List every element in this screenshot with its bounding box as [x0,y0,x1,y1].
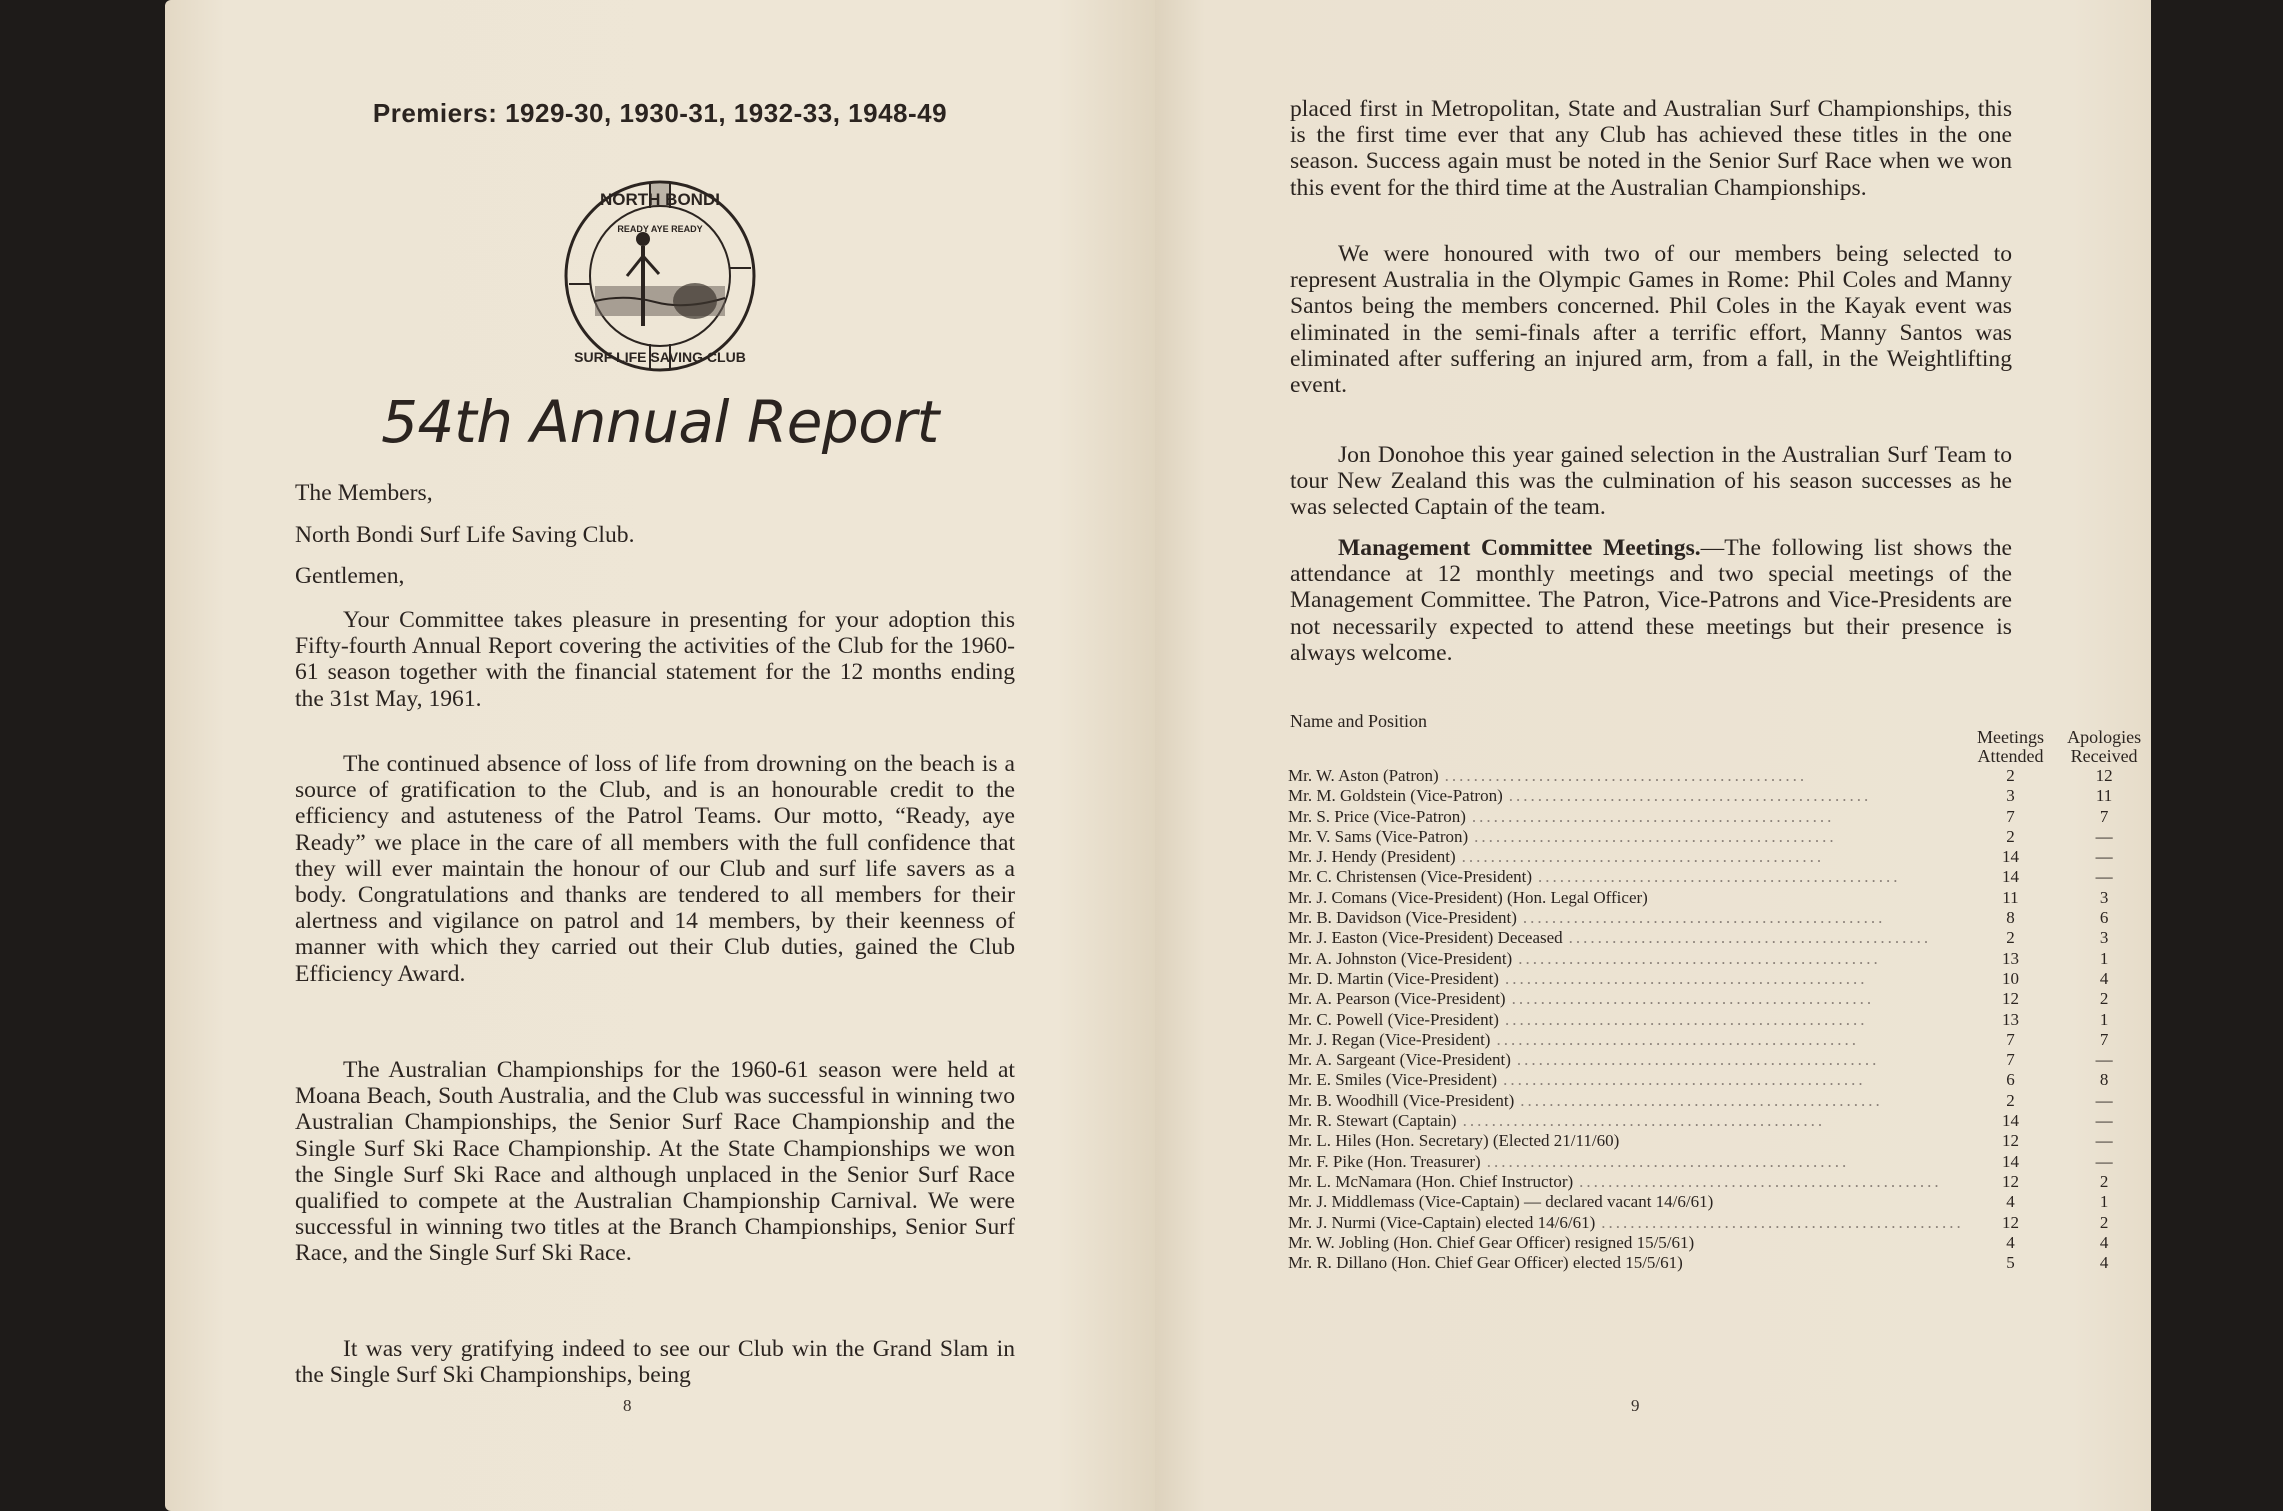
member-name [1288,1172,1964,1192]
management-text: —The following list shows the attendance at 12 monthly meetings and two special meetings of the Management Committee. The Patron, Vice-Patrons and Vice-Presidents are not necessarily expected to attend these meetings but their presence is always welcome. [1290,535,2012,666]
meetings-attended: 14 [2001,1151,2019,1171]
apologies-received: 6 [2099,908,2109,928]
apologies-received: 7 [2099,1029,2109,1049]
paragraph-grand-slam: It was very gratifying indeed to see our Club win the Grand Slam in the Single Surf Ski Championships, being [295,1336,1015,1389]
member-name-text: Mr. A. Sargeant (Vice-President) [1288,1050,1511,1070]
member-name [1288,928,1964,948]
member-name [1288,888,1964,908]
leader-dots: .................................................. [1522,908,1886,928]
paragraph-donohoe: Jon Donohoe this year gained selection in the Australian Surf Team to tour New Zealand this was the culmination of his season successes as he was selected Captain of the team. [1290,442,2012,521]
member-name [1288,766,1964,786]
meetings-attended: 13 [2001,1009,2019,1029]
table-row [1288,989,2151,1009]
paragraph-placed-first: placed first in Metropolitan, State and Australian Surf Championships, this is the first time ever that any Club has achieved these titles in the one season. Success again must be noted in the Senior Surf Race when we won this event for the third time at the Australian Championships. [1290,96,2012,201]
member-name [1288,867,1964,887]
member-name-text: Mr. J. Middlemass (Vice-Captain) — declared vacant 14/6/61) [1288,1192,1714,1212]
member-name-text: Mr. J. Hendy (President) [1288,847,1456,867]
member-name-text: Mr. J. Regan (Vice-President) [1288,1029,1491,1049]
page-number-right: 9 [1631,1396,1640,1415]
meetings-attended: 5 [2006,1253,2015,1273]
table-row [1288,807,2151,827]
member-name-text: Mr. V. Sams (Vice-Patron) [1288,826,1469,846]
leader-dots: .................................................. [1486,1151,1850,1171]
leader-dots: .................................................. [1462,1111,1826,1131]
salutation-members: The Members, [295,480,433,506]
member-name-text: Mr. W. Jobling (Hon. Chief Gear Officer) resigned 15/5/61) [1288,1232,1695,1252]
apologies-received: — [2095,1111,2113,1131]
leader-dots: .................................................. [1508,786,1872,806]
table-row [1288,867,2151,887]
member-name [1288,969,1964,989]
member-name-text: Mr. J. Comans (Vice-President) (Hon. Legal Officer) [1288,887,1648,907]
apologies-received: 8 [2099,1070,2109,1090]
table-row [1288,1070,2151,1090]
member-name-text: Mr. L. McNamara (Hon. Chief Instructor) [1288,1171,1574,1191]
apologies-received: 12 [2095,766,2113,785]
member-name-text: Mr. L. Hiles (Hon. Secretary) (Elected 21/11/60) [1288,1131,1620,1151]
apologies-received: 2 [2099,1171,2109,1191]
member-name [1288,1070,1964,1090]
report-title: 54th Annual Report [381,388,939,456]
apologies-received: 7 [2099,806,2109,826]
member-name [1288,1010,1964,1030]
meetings-attended: 11 [2002,887,2019,907]
apologies-received: — [2095,1050,2113,1070]
member-name [1288,827,1964,847]
table-row [1288,1010,2151,1030]
table-row [1288,1111,2151,1131]
table-row [1288,1233,2151,1253]
apologies-received: 3 [2099,887,2109,907]
meetings-attended: 6 [2006,1070,2015,1090]
leader-dots: .................................................. [1568,928,1932,948]
member-name [1288,1030,1964,1050]
table-row [1288,1172,2151,1192]
apologies-received: 1 [2099,1192,2109,1212]
logo-motto: READY AYE READY [617,224,703,234]
leader-dots: .................................................. [1538,867,1901,887]
page-number-left: 8 [623,1396,632,1415]
apologies-received: 1 [2099,1009,2109,1029]
leader-dots: .................................................. [1516,1050,1880,1070]
apologies-received: — [2095,1151,2113,1171]
leader-dots: .................................................. [1461,847,1825,867]
apologies-received: 4 [2099,1253,2109,1273]
leader-dots: .................................................. [1579,1171,1942,1191]
apologies-received: — [2095,1131,2113,1151]
table-row [1288,1131,2151,1151]
table-label: Name and Position [1290,711,1427,731]
table-row [1288,1030,2151,1050]
member-name [1288,786,1964,806]
leader-dots: .................................................. [1504,1009,1868,1029]
member-name-text: Mr. S. Price (Vice-Patron) [1288,806,1466,826]
meetings-attended: 4 [2006,1232,2015,1252]
apologies-received: — [2095,847,2113,867]
logo-bottom-text: SURF LIFE SAVING CLUB [574,349,746,365]
member-name [1288,847,1964,867]
meetings-attended: 2 [2006,928,2015,948]
leader-dots: .................................................. [1471,806,1835,826]
meetings-attended: 14 [2001,847,2019,867]
member-name-text: Mr. C. Christensen (Vice-President) [1288,867,1533,887]
table-row [1288,847,2151,867]
meetings-attended: 12 [2001,989,2019,1009]
table-row [1288,969,2151,989]
member-name-text: Mr. E. Smiles (Vice-President) [1288,1070,1498,1090]
table-row [1288,1152,2151,1172]
table-row [1288,1213,2151,1233]
member-name-text: Mr. B. Woodhill (Vice-President) [1288,1090,1515,1110]
apologies-received: 2 [2099,989,2109,1009]
table-row [1288,928,2151,948]
member-name-text: Mr. R. Stewart (Captain) [1288,1111,1457,1131]
meetings-attended: 7 [2006,1050,2015,1070]
leader-dots: .................................................. [1503,1070,1866,1090]
member-name-text: Mr. R. Dillano (Hon. Chief Gear Officer) elected 15/5/61) [1288,1253,1683,1273]
apologies-received: 4 [2099,968,2109,988]
member-name-text: Mr. A. Johnston (Vice-President) [1288,948,1513,968]
member-name [1288,949,1964,969]
member-name [1288,1091,1964,1111]
meetings-attended: 7 [2006,806,2015,826]
meetings-attended: 13 [2001,948,2019,968]
apologies-received: 11 [2095,786,2113,806]
apologies-received: 3 [2099,928,2109,948]
table-row [1288,786,2151,806]
meetings-attended: 2 [2006,766,2015,785]
meetings-attended: 2 [2006,1090,2015,1110]
meetings-attended: 7 [2006,1029,2015,1049]
paragraph-championships: The Australian Championships for the 1960-61 season were held at Moana Beach, South Australia, and the Club was successful in winning two Australian Championships, the Senior Surf Race Championship and the Single Surf Ski Race Championship. At the State Championships we won the Single Surf Ski Race and although unplaced in the Senior Surf Race qualified to compete at the Australian Championship Carnival. We were successful in winning two titles at the Branch Championships, Senior Surf Race, and the Single Surf Ski Race. [295,1057,1015,1267]
meetings-attended: 12 [2001,1212,2019,1232]
meetings-attended: 4 [2006,1192,2015,1212]
member-name [1288,1050,1964,1070]
col-header-apologies: Apologies Received [2067,727,2142,766]
member-name [1288,1192,1964,1212]
member-name [1288,1253,1964,1273]
member-name [1288,1233,1964,1253]
member-name-text: Mr. W. Aston (Patron) [1288,766,1439,785]
salutation-club: North Bondi Surf Life Saving Club. [295,522,635,548]
table-row [1288,1050,2151,1070]
apologies-received: 2 [2099,1212,2109,1232]
right-page [1155,0,2151,1511]
member-name-text: Mr. D. Martin (Vice-President) [1288,968,1499,988]
leader-dots: .................................................. [1444,766,1808,785]
leader-dots: .................................................. [1474,826,1837,846]
attendance-table [1288,728,2151,1273]
club-logo [555,176,765,376]
leader-dots: .................................................. [1511,989,1875,1009]
table-row [1288,827,2151,847]
apologies-received: 1 [2099,948,2109,968]
member-name [1288,989,1964,1009]
premiers-heading: Premiers: 1929-30, 1930-31, 1932-33, 1948-49 [372,98,948,128]
left-page [165,0,1155,1511]
member-name-text: Mr. M. Goldstein (Vice-Patron) [1288,786,1503,806]
member-name [1288,1131,1964,1151]
leader-dots: .................................................. [1496,1029,1859,1049]
leader-dots: .................................................. [1601,1212,1964,1232]
table-row [1288,888,2151,908]
member-name [1288,908,1964,928]
member-name [1288,1213,1964,1233]
member-name-text: Mr. J. Nurmi (Vice-Captain) elected 14/6/61) [1288,1212,1596,1232]
meetings-attended: 2 [2006,826,2015,846]
meetings-attended: 12 [2001,1171,2019,1191]
salutation-gentlemen: Gentlemen, [295,563,405,589]
leader-dots: .................................................. [1520,1090,1883,1110]
meetings-attended: 14 [2001,1111,2019,1131]
apologies-received: — [2095,826,2113,846]
member-name [1288,1111,1964,1131]
col-header-attended: Meetings Attended [1976,727,2044,766]
meetings-attended: 12 [2001,1131,2019,1151]
member-name-text: Mr. C. Powell (Vice-President) [1288,1009,1499,1029]
table-row [1288,1192,2151,1212]
meetings-attended: 8 [2006,908,2015,928]
apologies-received: — [2095,1090,2113,1110]
apologies-received: 4 [2099,1232,2109,1252]
member-name-text: Mr. A. Pearson (Vice-President) [1288,989,1506,1009]
paragraph-management [1290,535,2012,666]
leader-dots: .................................................. [1504,968,1868,988]
meetings-attended: 3 [2006,786,2015,806]
table-row [1288,908,2151,928]
member-name [1288,807,1964,827]
leader-dots: .................................................. [1518,948,1881,968]
table-row [1288,1253,2151,1273]
member-name [1288,1152,1964,1172]
member-name-text: Mr. F. Pike (Hon. Treasurer) [1288,1151,1481,1171]
meetings-attended: 14 [2001,867,2019,887]
paragraph-olympics: We were honoured with two of our members being selected to represent Australia in the Olympic Games in Rome: Phil Coles and Manny Santos being the members concerned. Phil Coles in the Kayak event was eliminated in the semi-finals after a terrific effort, Manny Santos was eliminated after suffering an injured arm, from a fall, in the Weightlifting event. [1290,241,2012,399]
paragraph-presenting: Your Committee takes pleasure in presenting for your adoption this Fifty-fourth Annual Report covering the activities of the Club for the 1960-61 season together with the financial statement for the 12 months ending the 31st May, 1961. [295,607,1015,712]
member-name-text: Mr. B. Davidson (Vice-President) [1288,908,1517,928]
management-heading: Management Committee Meetings. [1338,535,1701,561]
logo-top-text: NORTH BONDI [600,190,720,209]
member-name-text: Mr. J. Easton (Vice-President) Deceased [1288,928,1563,948]
table-row [1288,949,2151,969]
meetings-attended: 10 [2001,968,2019,988]
paragraph-patrol: The continued absence of loss of life from drowning on the beach is a source of gratification to the Club, and is an honourable credit to the efficiency and astuteness of the Patrol Teams. Our motto, “Ready, aye Ready” we place in the care of all members with the full confidence that they will ever maintain the honour of our Club and surf life savers as a body. Congratulations and thanks are tendered to all members for their alertness and vigilance on patrol and 14 members, by their keenness of manner with which they carried out their Club duties, gained the Club Efficiency Award. [295,751,1015,987]
apologies-received: — [2095,867,2113,887]
table-row [1288,1091,2151,1111]
table-row [1288,766,2151,786]
